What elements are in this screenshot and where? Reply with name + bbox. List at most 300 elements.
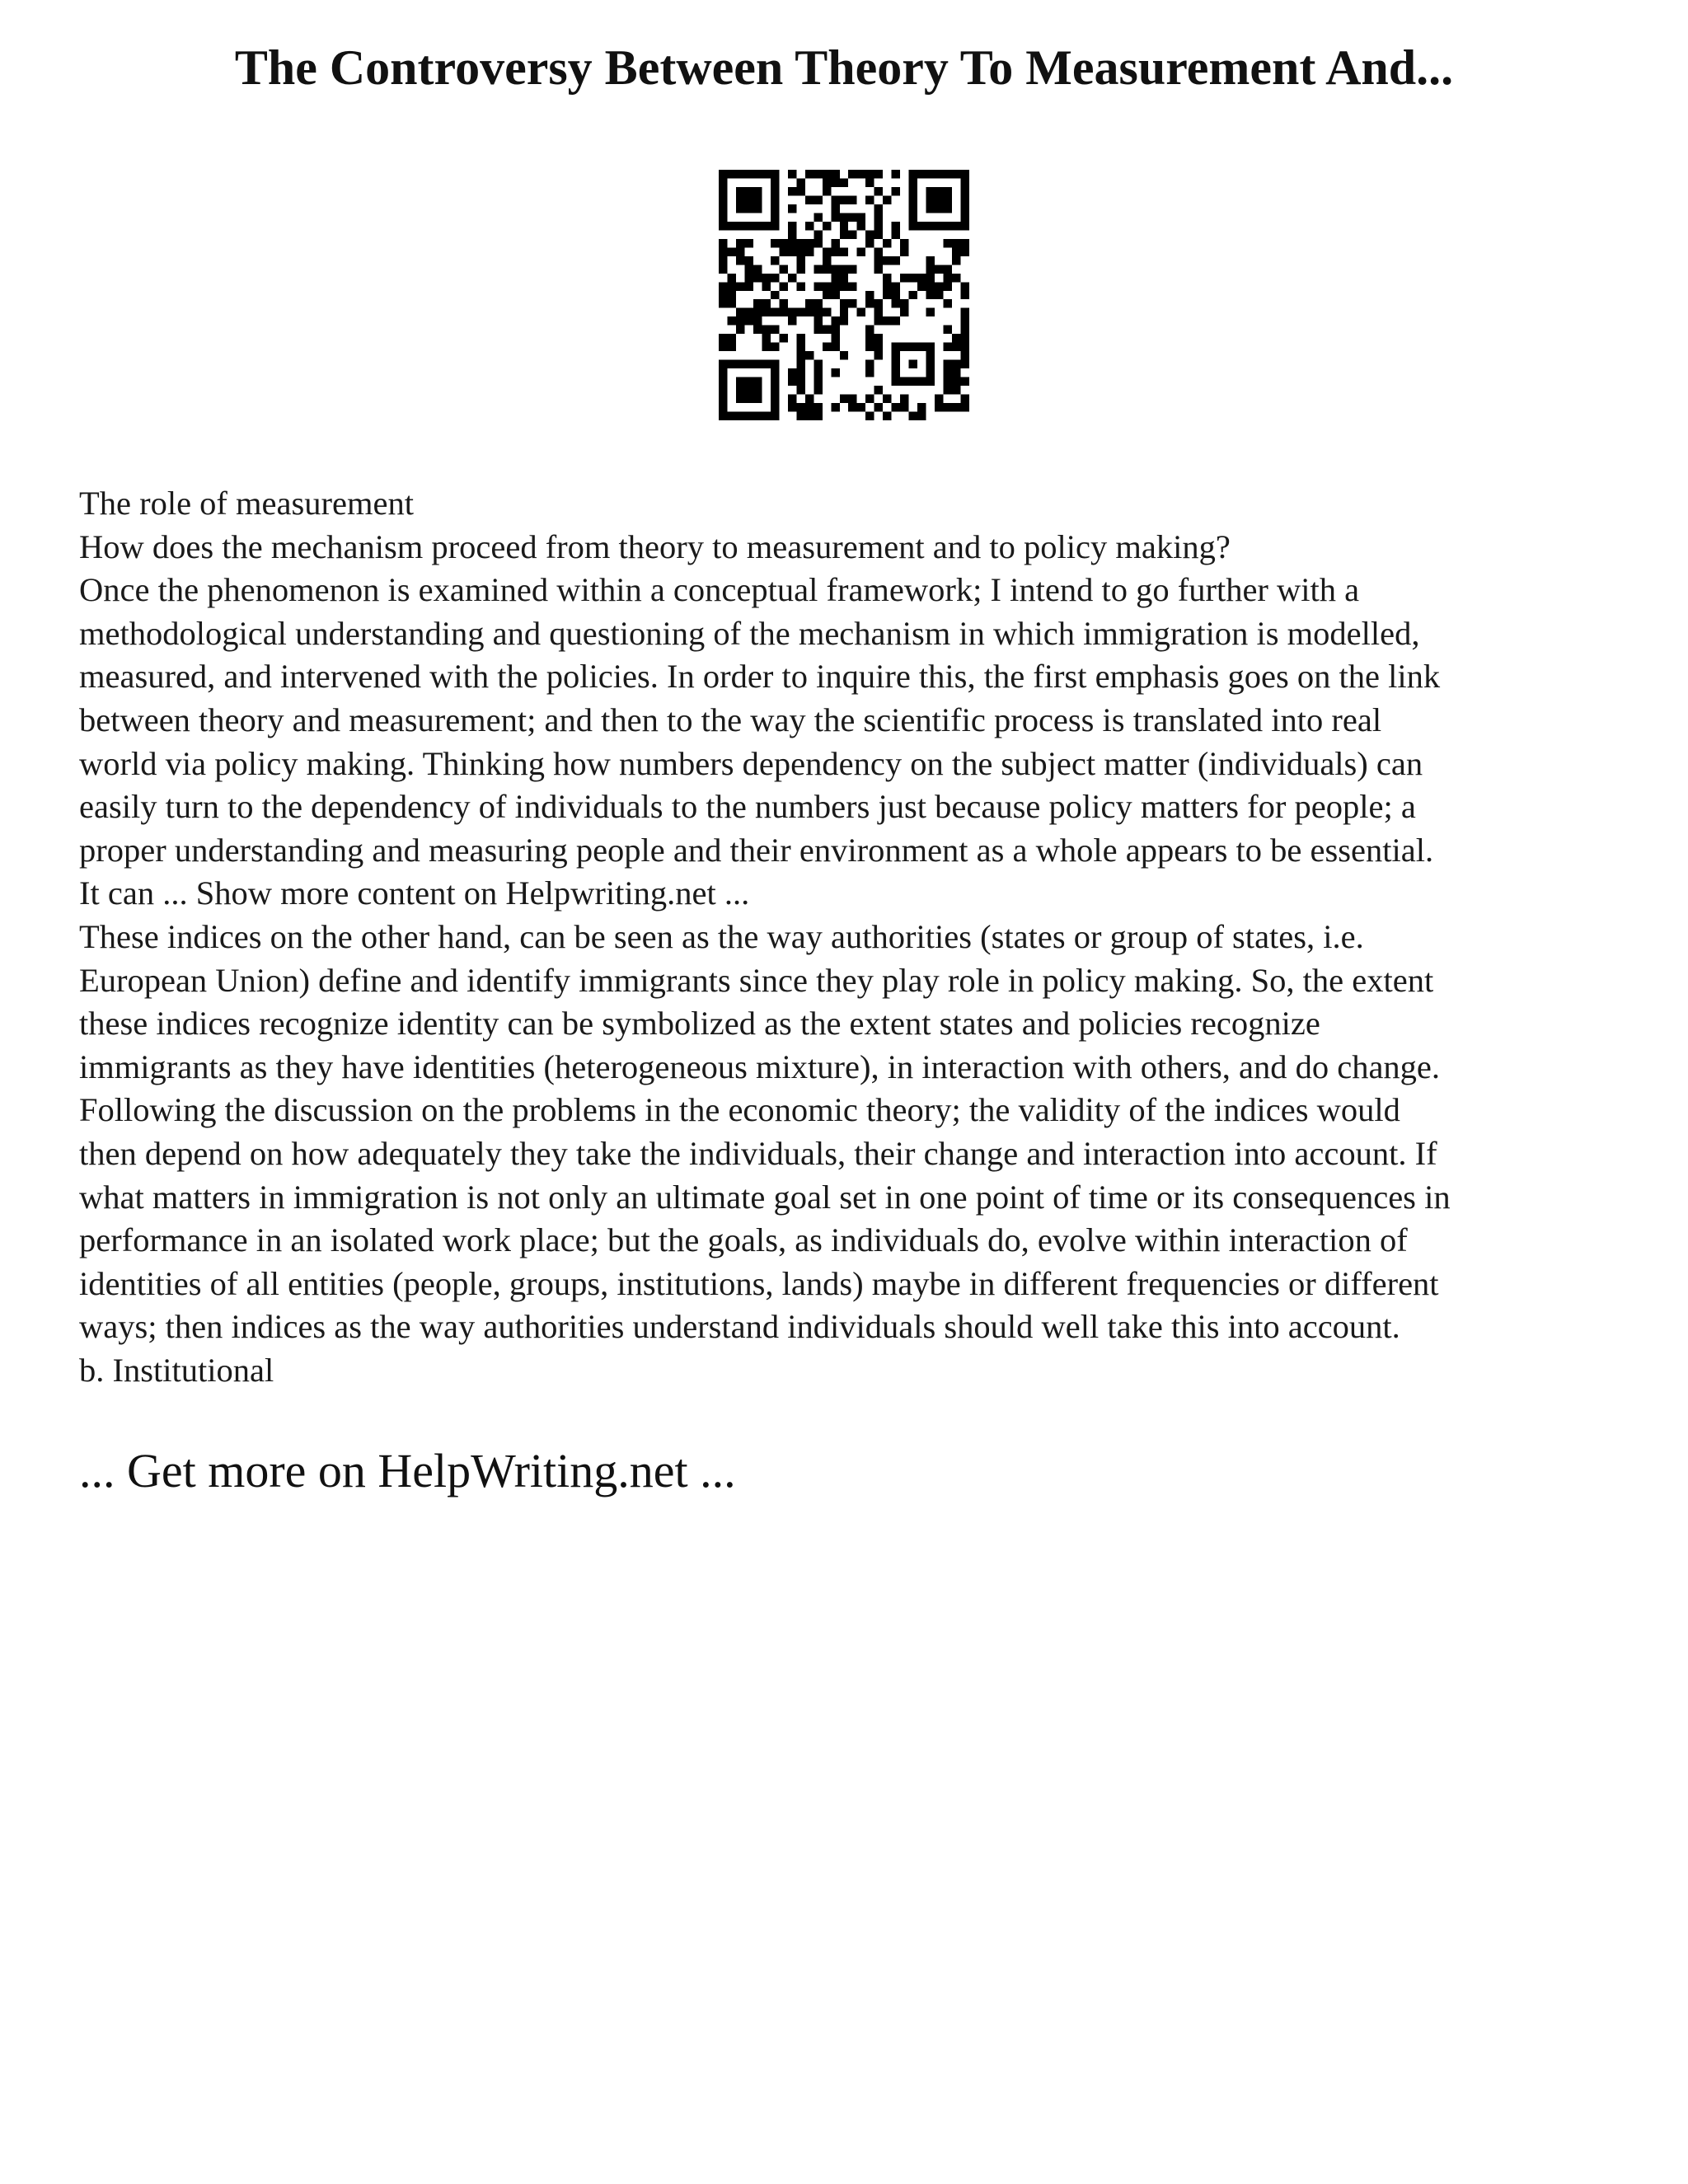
body-line: between theory and measurement; and then to the way the scientific process is translated into real bbox=[79, 701, 1382, 738]
qr-module bbox=[744, 239, 753, 247]
qr-module bbox=[796, 351, 804, 359]
qr-module bbox=[753, 316, 762, 325]
qr-module bbox=[736, 282, 744, 290]
qr-module bbox=[926, 282, 935, 290]
qr-module bbox=[892, 187, 900, 195]
qr-module bbox=[961, 377, 969, 386]
qr-module bbox=[753, 326, 762, 334]
qr-module bbox=[883, 239, 891, 247]
qr-module bbox=[917, 282, 926, 290]
qr-module bbox=[831, 291, 839, 299]
qr-module bbox=[909, 291, 917, 299]
qr-module bbox=[823, 187, 831, 195]
section-heading-role-of-measurement: The role of measurement bbox=[79, 485, 414, 522]
body-line: immigrants as they have identities (heterogeneous mixture), in interaction with others, and do change. bbox=[79, 1047, 1441, 1085]
qr-module bbox=[952, 368, 960, 377]
qr-module bbox=[883, 274, 891, 282]
qr-module bbox=[952, 274, 960, 282]
qr-module bbox=[744, 274, 753, 282]
qr-module bbox=[961, 343, 969, 351]
qr-module bbox=[874, 334, 883, 342]
qr-module bbox=[917, 412, 926, 420]
qr-module bbox=[917, 274, 926, 282]
qr-module bbox=[779, 239, 787, 247]
qr-code-icon[interactable] bbox=[719, 170, 969, 420]
qr-module bbox=[796, 403, 804, 411]
qr-module bbox=[952, 343, 960, 351]
body-line: these indices recognize identity can be symbolized as the extent states and policies recognize bbox=[79, 1005, 1320, 1043]
qr-module bbox=[865, 299, 874, 307]
qr-module bbox=[719, 343, 727, 351]
qr-module bbox=[814, 412, 822, 420]
qr-module bbox=[892, 299, 900, 307]
qr-module bbox=[762, 343, 770, 351]
qr-module bbox=[831, 239, 839, 247]
qr-module bbox=[744, 265, 753, 273]
page-title: The Controversy Between Theory To Measurement And... bbox=[234, 40, 1454, 95]
qr-module bbox=[796, 178, 804, 186]
qr-module bbox=[840, 247, 848, 255]
qr-module bbox=[865, 178, 874, 186]
qr-module bbox=[848, 230, 856, 238]
qr-module bbox=[892, 170, 900, 178]
qr-module bbox=[805, 308, 814, 316]
qr-module bbox=[823, 265, 831, 273]
qr-module bbox=[909, 274, 917, 282]
qr-module bbox=[788, 204, 796, 213]
qr-module bbox=[865, 368, 874, 377]
qr-module bbox=[805, 403, 814, 411]
qr-module bbox=[883, 195, 891, 204]
body-line: Following the discussion on the problems in the economic theory; the validity of the indices would bbox=[79, 1091, 1400, 1129]
qr-module bbox=[788, 230, 796, 238]
qr-module bbox=[823, 282, 831, 290]
qr-module bbox=[961, 326, 969, 334]
qr-module bbox=[952, 256, 960, 265]
qr-module bbox=[935, 282, 943, 290]
qr-module bbox=[823, 308, 831, 316]
qr-module bbox=[944, 343, 952, 351]
qr-module bbox=[865, 343, 874, 351]
body-line: How does the mechanism proceed from theory to measurement and to policy making? bbox=[79, 527, 1231, 565]
qr-module bbox=[874, 386, 883, 394]
qr-module bbox=[848, 403, 856, 411]
qr-module bbox=[944, 403, 952, 411]
qr-module bbox=[788, 170, 796, 178]
qr-module bbox=[961, 282, 969, 290]
qr-module bbox=[831, 368, 839, 377]
qr-module bbox=[961, 403, 969, 411]
qr-module bbox=[952, 403, 960, 411]
qr-module bbox=[814, 403, 822, 411]
qr-module bbox=[736, 326, 744, 334]
qr-module bbox=[744, 316, 753, 325]
qr-module bbox=[900, 395, 908, 403]
qr-module bbox=[823, 326, 831, 334]
qr-module bbox=[796, 187, 804, 195]
qr-module bbox=[926, 265, 935, 273]
qr-module bbox=[814, 265, 822, 273]
qr-module bbox=[840, 195, 848, 204]
qr-module bbox=[892, 256, 900, 265]
qr-module bbox=[857, 308, 865, 316]
qr-module bbox=[814, 386, 822, 394]
qr-module bbox=[788, 274, 796, 282]
qr-module bbox=[805, 170, 814, 178]
qr-code-graphic bbox=[719, 170, 969, 420]
qr-module bbox=[883, 395, 891, 403]
qr-module bbox=[736, 239, 744, 247]
qr-module bbox=[805, 299, 814, 307]
qr-module bbox=[952, 360, 960, 368]
qr-module bbox=[848, 282, 856, 290]
body-line: methodological understanding and questioning of the mechanism in which immigration is modelled, bbox=[79, 614, 1420, 652]
qr-module bbox=[900, 403, 908, 411]
qr-module bbox=[823, 256, 831, 265]
qr-module bbox=[814, 239, 822, 247]
qr-module bbox=[831, 178, 839, 186]
qr-module bbox=[892, 316, 900, 325]
qr-module bbox=[727, 334, 735, 342]
qr-module bbox=[719, 239, 727, 247]
qr-module bbox=[961, 308, 969, 316]
qr-module bbox=[796, 377, 804, 386]
body-line: performance in an isolated work place; but the goals, as individuals do, evolve within interaction of bbox=[79, 1221, 1408, 1259]
qr-module bbox=[814, 195, 822, 204]
qr-module bbox=[840, 395, 848, 403]
qr-module bbox=[900, 239, 908, 247]
qr-module bbox=[814, 213, 822, 221]
qr-module bbox=[727, 316, 735, 325]
qr-module bbox=[952, 377, 960, 386]
qr-module bbox=[900, 274, 908, 282]
section-heading-institutional: b. Institutional bbox=[79, 1351, 274, 1389]
qr-module bbox=[727, 291, 735, 299]
qr-module bbox=[796, 256, 804, 265]
qr-module bbox=[874, 316, 883, 325]
body-line: measured, and intervened with the policies. In order to inquire this, the first emphasis goes on the link bbox=[79, 658, 1441, 696]
body-line: then depend on how adequately they take the individuals, their change and interaction into account. If bbox=[79, 1134, 1437, 1172]
qr-module bbox=[796, 368, 804, 377]
qr-module bbox=[762, 326, 770, 334]
qr-module bbox=[814, 316, 822, 325]
qr-module bbox=[805, 239, 814, 247]
qr-module bbox=[874, 170, 883, 178]
qr-finder-pattern bbox=[909, 170, 969, 230]
qr-module bbox=[909, 412, 917, 420]
qr-module bbox=[840, 308, 848, 316]
qr-module bbox=[944, 282, 952, 290]
qr-module bbox=[753, 274, 762, 282]
qr-module bbox=[840, 274, 848, 282]
qr-module bbox=[788, 316, 796, 325]
article-body bbox=[79, 482, 1629, 1392]
qr-module bbox=[744, 256, 753, 265]
qr-module bbox=[935, 395, 943, 403]
qr-module bbox=[926, 256, 935, 265]
qr-module bbox=[961, 316, 969, 325]
qr-module bbox=[926, 274, 935, 282]
qr-finder-pattern bbox=[719, 360, 779, 420]
qr-module bbox=[900, 299, 908, 307]
qr-module bbox=[779, 265, 787, 273]
qr-module bbox=[892, 230, 900, 238]
qr-module bbox=[865, 334, 874, 342]
qr-module bbox=[961, 291, 969, 299]
body-line: These indices on the other hand, can be seen as the way authorities (states or group of states, i.e. bbox=[79, 917, 1364, 955]
qr-module bbox=[736, 316, 744, 325]
qr-module bbox=[874, 213, 883, 221]
qr-module bbox=[796, 412, 804, 420]
qr-module bbox=[762, 274, 770, 282]
qr-module bbox=[823, 178, 831, 186]
qr-module bbox=[917, 403, 926, 411]
qr-module bbox=[944, 386, 952, 394]
qr-module bbox=[944, 368, 952, 377]
qr-module bbox=[848, 195, 856, 204]
qr-module bbox=[874, 256, 883, 265]
qr-module bbox=[840, 316, 848, 325]
qr-module bbox=[796, 239, 804, 247]
qr-module bbox=[961, 334, 969, 342]
qr-module bbox=[719, 265, 727, 273]
qr-module bbox=[779, 308, 787, 316]
qr-module bbox=[935, 291, 943, 299]
qr-module bbox=[944, 239, 952, 247]
qr-module bbox=[814, 299, 822, 307]
get-more-link[interactable]: ... Get more on HelpWriting.net ... bbox=[79, 1444, 736, 1497]
qr-module bbox=[952, 247, 960, 255]
qr-module bbox=[814, 377, 822, 386]
qr-module bbox=[788, 403, 796, 411]
qr-module bbox=[736, 308, 744, 316]
qr-module bbox=[814, 360, 822, 368]
qr-module bbox=[831, 170, 839, 178]
qr-module bbox=[840, 351, 848, 359]
qr-module bbox=[796, 247, 804, 255]
qr-module bbox=[788, 308, 796, 316]
qr-module bbox=[719, 247, 727, 255]
qr-module bbox=[719, 334, 727, 342]
qr-module bbox=[762, 334, 770, 342]
qr-module bbox=[952, 386, 960, 394]
qr-module bbox=[926, 308, 935, 316]
qr-module bbox=[831, 334, 839, 342]
qr-module bbox=[944, 299, 952, 307]
qr-module bbox=[831, 265, 839, 273]
qr-module bbox=[805, 247, 814, 255]
qr-module bbox=[883, 256, 891, 265]
qr-module bbox=[935, 403, 943, 411]
qr-module bbox=[865, 239, 874, 247]
body-line: proper understanding and measuring people and their environment as a whole appears to be essential. bbox=[79, 831, 1434, 869]
qr-module bbox=[944, 360, 952, 368]
qr-module bbox=[831, 204, 839, 213]
qr-module bbox=[865, 291, 874, 299]
qr-module bbox=[805, 412, 814, 420]
qr-module bbox=[805, 195, 814, 204]
body-line: what matters in immigration is not only an ultimate goal set in one point of time or its consequences in bbox=[79, 1178, 1451, 1216]
qr-module bbox=[779, 247, 787, 255]
qr-module bbox=[762, 308, 770, 316]
body-line: ways; then indices as the way authorities understand individuals should well take this into account. bbox=[79, 1308, 1400, 1346]
body-line: easily turn to the dependency of individuals to the numbers just because policy matters for people; a bbox=[79, 788, 1416, 826]
qr-module bbox=[874, 299, 883, 307]
qr-module bbox=[831, 316, 839, 325]
qr-module bbox=[865, 412, 874, 420]
body-line: European Union) define and identify immigrants since they play role in policy making. So, the extent bbox=[79, 961, 1434, 999]
qr-module bbox=[788, 247, 796, 255]
qr-module bbox=[814, 230, 822, 238]
qr-module bbox=[788, 187, 796, 195]
qr-module bbox=[900, 247, 908, 255]
qr-module bbox=[840, 230, 848, 238]
qr-module bbox=[744, 282, 753, 290]
qr-module bbox=[831, 326, 839, 334]
qr-module bbox=[857, 247, 865, 255]
qr-module bbox=[788, 377, 796, 386]
qr-module bbox=[848, 213, 856, 221]
qr-module bbox=[831, 247, 839, 255]
qr-module bbox=[874, 265, 883, 273]
qr-module bbox=[796, 308, 804, 316]
qr-module bbox=[736, 256, 744, 265]
qr-module bbox=[831, 403, 839, 411]
qr-module bbox=[719, 291, 727, 299]
qr-module bbox=[840, 213, 848, 221]
qr-module bbox=[753, 265, 762, 273]
qr-module bbox=[857, 403, 865, 411]
qr-module bbox=[848, 395, 856, 403]
qr-module bbox=[883, 291, 891, 299]
qr-module bbox=[788, 395, 796, 403]
qr-module bbox=[805, 395, 814, 403]
show-more-content-link[interactable]: It can ... Show more content on Helpwriting.net ... bbox=[79, 874, 750, 912]
qr-module bbox=[719, 299, 727, 307]
qr-module bbox=[883, 282, 891, 290]
qr-module bbox=[831, 343, 839, 351]
qr-module bbox=[952, 334, 960, 342]
qr-module bbox=[865, 195, 874, 204]
qr-module bbox=[796, 282, 804, 290]
qr-module bbox=[874, 247, 883, 255]
qr-module bbox=[753, 299, 762, 307]
qr-module bbox=[831, 282, 839, 290]
qr-module bbox=[779, 334, 787, 342]
qr-module bbox=[727, 274, 735, 282]
qr-module bbox=[935, 265, 943, 273]
qr-module bbox=[727, 282, 735, 290]
qr-module bbox=[814, 368, 822, 377]
qr-module bbox=[823, 343, 831, 351]
qr-module bbox=[814, 326, 822, 334]
qr-module bbox=[961, 247, 969, 255]
qr-module bbox=[814, 282, 822, 290]
qr-module bbox=[814, 170, 822, 178]
qr-module bbox=[736, 247, 744, 255]
qr-module bbox=[848, 170, 856, 178]
qr-module bbox=[865, 230, 874, 238]
qr-module bbox=[900, 308, 908, 316]
qr-module bbox=[944, 265, 952, 273]
qr-module bbox=[727, 299, 735, 307]
qr-module bbox=[961, 351, 969, 359]
qr-module bbox=[961, 239, 969, 247]
qr-module bbox=[865, 395, 874, 403]
qr-module bbox=[857, 213, 865, 221]
qr-module bbox=[848, 299, 856, 307]
qr-module bbox=[779, 299, 787, 307]
qr-module bbox=[779, 282, 787, 290]
qr-module bbox=[727, 343, 735, 351]
qr-module bbox=[840, 282, 848, 290]
qr-module bbox=[744, 308, 753, 316]
qr-module bbox=[944, 326, 952, 334]
qr-module bbox=[796, 334, 804, 342]
qr-module bbox=[727, 247, 735, 255]
qr-module bbox=[874, 343, 883, 351]
qr-module bbox=[796, 343, 804, 351]
qr-module bbox=[944, 377, 952, 386]
qr-module bbox=[831, 213, 839, 221]
qr-module bbox=[840, 265, 848, 273]
body-line: world via policy making. Thinking how numbers dependency on the subject matter (individuals) can bbox=[79, 744, 1423, 782]
qr-module bbox=[762, 282, 770, 290]
qr-module bbox=[796, 360, 804, 368]
qr-module bbox=[805, 351, 814, 359]
qr-module bbox=[874, 204, 883, 213]
qr-module bbox=[796, 386, 804, 394]
qr-module bbox=[926, 291, 935, 299]
qr-module bbox=[892, 403, 900, 411]
qr-module bbox=[883, 316, 891, 325]
qr-module bbox=[892, 282, 900, 290]
qr-module bbox=[788, 239, 796, 247]
qr-module bbox=[814, 308, 822, 316]
qr-module bbox=[883, 412, 891, 420]
qr-module bbox=[865, 170, 874, 178]
qr-module bbox=[719, 282, 727, 290]
qr-module bbox=[831, 274, 839, 282]
qr-module bbox=[944, 274, 952, 282]
qr-finder-pattern bbox=[719, 170, 779, 230]
qr-module bbox=[823, 247, 831, 255]
qr-module bbox=[788, 368, 796, 377]
qr-module bbox=[874, 308, 883, 316]
qr-module bbox=[823, 291, 831, 299]
qr-module bbox=[857, 170, 865, 178]
qr-module bbox=[840, 299, 848, 307]
qr-module bbox=[961, 395, 969, 403]
qr-module bbox=[892, 291, 900, 299]
qr-module bbox=[848, 265, 856, 273]
qr-module bbox=[796, 265, 804, 273]
qr-module bbox=[753, 308, 762, 316]
qr-module bbox=[762, 299, 770, 307]
qr-module bbox=[961, 360, 969, 368]
qr-module bbox=[874, 230, 883, 238]
qr-module bbox=[874, 403, 883, 411]
body-line: Once the phenomenon is examined within a conceptual framework; I intend to go further with a bbox=[79, 571, 1360, 609]
qr-module bbox=[952, 239, 960, 247]
body-line: identities of all entities (people, groups, institutions, lands) maybe in different frequencies or different bbox=[79, 1264, 1439, 1302]
qr-module bbox=[823, 170, 831, 178]
qr-module bbox=[865, 360, 874, 368]
qr-module bbox=[865, 326, 874, 334]
qr-module bbox=[719, 256, 727, 265]
qr-module bbox=[831, 195, 839, 204]
qr-module bbox=[840, 178, 848, 186]
